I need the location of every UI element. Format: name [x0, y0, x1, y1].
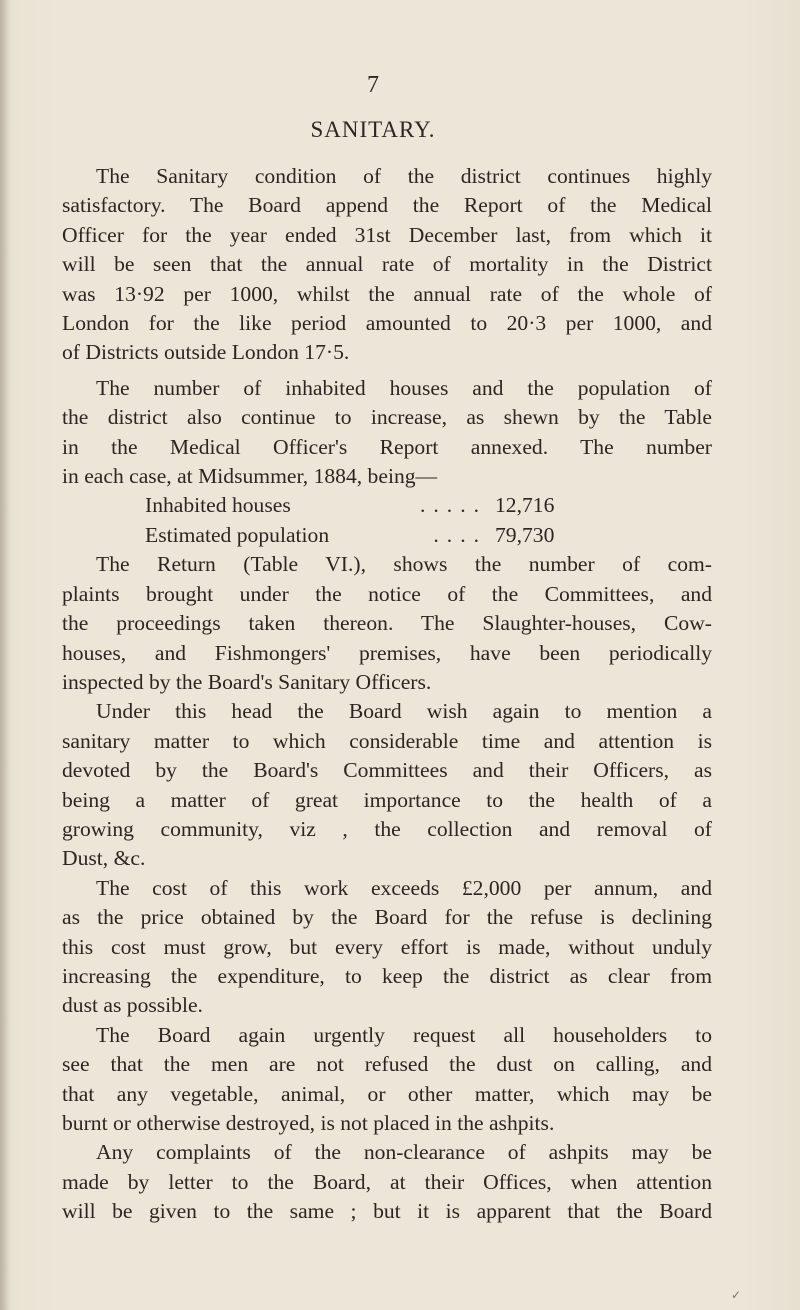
paragraph-population [62, 374, 712, 492]
text-line: Under this head the Board wish again to mention a [96, 699, 712, 724]
paragraph-complaints [62, 1138, 712, 1226]
paragraph-return-table [62, 550, 712, 697]
text-line: the proceedings taken thereon. The Slaughter-houses, Cow- [62, 611, 712, 636]
text-line: sanitary matter to which considerable time and attention is [62, 728, 712, 753]
text-line: that any vegetable, animal, or other matter, which may be [62, 1081, 712, 1106]
text-line: Officer for the year ended 31st December last, from which it [62, 222, 712, 247]
text-line: of Districts outside London 17·5. [62, 340, 350, 365]
text-line: as the price obtained by the Board for the refuse is declining [62, 905, 712, 930]
text-line: The Sanitary condition of the district continues highly [96, 164, 712, 188]
text-line: will be seen that the annual rate of mortality in the District [62, 252, 712, 277]
text-line: houses, and Fishmongers' premises, have been periodically [62, 640, 712, 665]
text-line: in the Medical Officer's Report annexed. The number [62, 434, 712, 459]
text-line: Dust, &c. [62, 846, 146, 871]
text-line: will be given to the same ; but it is apparent that the Board [62, 1199, 712, 1224]
table-row [62, 491, 712, 520]
paragraph-sanitary-condition [62, 162, 712, 368]
text-line: being a matter of great importance to the health of a [62, 787, 712, 812]
page-mark: ✓ [731, 1288, 742, 1302]
page-number: 7 [367, 72, 379, 98]
text-line: inspected by the Board's Sanitary Officers. [62, 669, 432, 694]
paragraph-householders [62, 1021, 712, 1139]
text-line: burnt or otherwise destroyed, is not placed in the ashpits. [62, 1111, 555, 1135]
text-line: The Return (Table VI.), shows the number of com- [96, 552, 712, 577]
text-line: London for the like period amounted to 20·3 per 1000, and [62, 311, 712, 336]
text-line: made by letter to the Board, at their Offices, when attention [62, 1169, 712, 1194]
text-line: The number of inhabited houses and the population of [96, 375, 712, 400]
text-line: The Board again urgently request all householders to [96, 1022, 712, 1047]
text-line: The cost of this work exceeds £2,000 per annum, and [96, 875, 712, 900]
text-line: see that the men are not refused the dust on calling, and [62, 1052, 712, 1077]
paragraph-cost [62, 874, 712, 1021]
binding-shadow [0, 0, 10, 1310]
text-line: this cost must grow, but every effort is made, without unduly [62, 934, 712, 959]
text-line: increasing the expenditure, to keep the district as clear from [62, 963, 712, 988]
text-line: dust as possible. [62, 993, 203, 1018]
table-row-label: Inhabited houses [145, 493, 291, 518]
table-row-label: Estimated population [145, 522, 330, 547]
table-row-leader: ..... [420, 493, 487, 518]
body-text [62, 162, 712, 1227]
paragraph-dust-collection [62, 697, 712, 873]
table-row [62, 521, 712, 550]
table-row-value: 12,716 [495, 493, 555, 518]
text-line: the district also continue to increase, as shewn by the Table [62, 405, 712, 430]
text-line: devoted by the Board's Committees and their Officers, as [62, 758, 712, 783]
text-line: in each case, at Midsummer, 1884, being— [62, 464, 438, 489]
text-line: was 13·92 per 1000, whilst the annual rate of the whole of [62, 281, 712, 306]
section-heading: SANITARY. [310, 117, 436, 142]
table-row-leader: .... [433, 522, 487, 547]
text-line: plaints brought under the notice of the Committees, and [62, 581, 712, 606]
text-line: satisfactory. The Board append the Report of the Medical [62, 193, 712, 218]
text-line: Any complaints of the non-clearance of ashpits may be [96, 1140, 712, 1165]
text-line: growing community, viz , the collection and removal of [62, 816, 712, 841]
table-row-value: 79,730 [495, 522, 555, 547]
